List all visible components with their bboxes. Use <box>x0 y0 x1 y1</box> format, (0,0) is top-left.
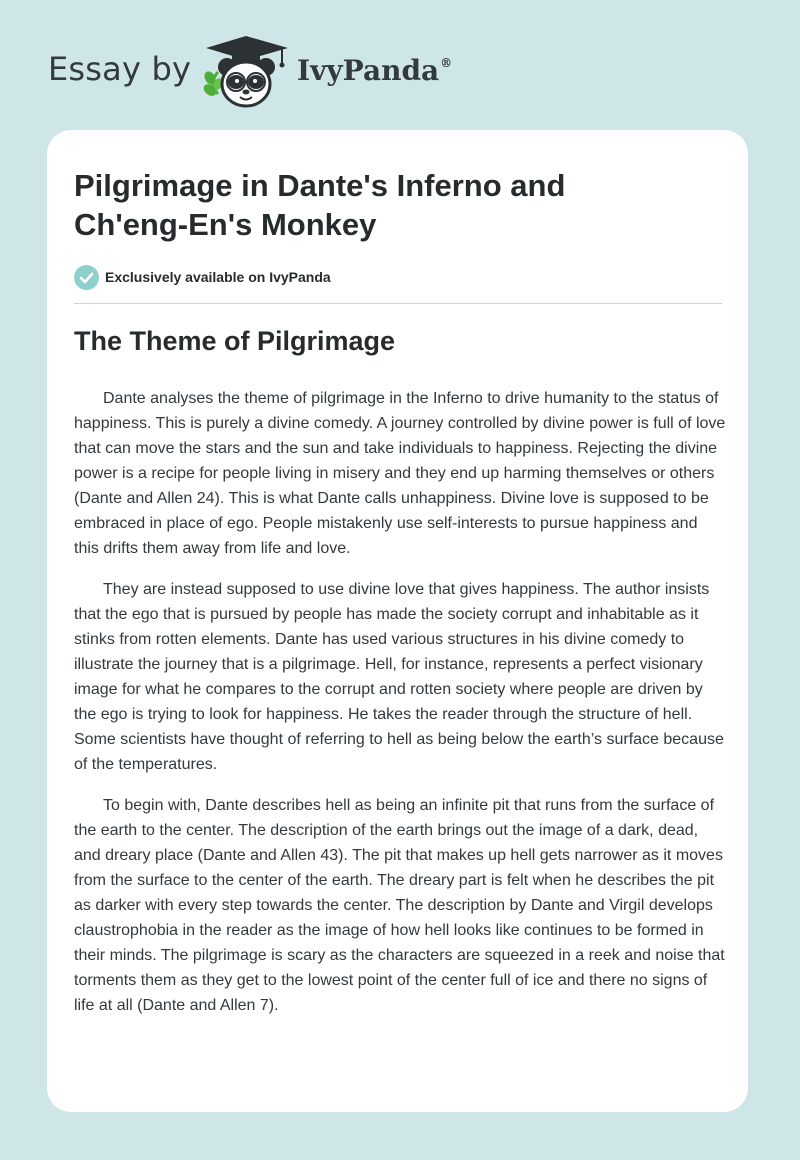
paragraph: Dante analyses the theme of pilgrimage in the Inferno to drive humanity to the status of happiness. This is purely a divine comedy. A journey controlled by divine power is full of love that can move the stars and the sun and take individuals to happiness. Rejecting the divine power is a recipe for people living in misery and they end up harming themselves or others (Dante and Allen 24). This is what Dante calls unhappiness. Divine love is supposed to be embraced in place of ego. People mistakenly use self-interests to pursue happiness and this drifts them away from life and love. <box>74 390 726 557</box>
exclusive-badge <box>74 264 331 290</box>
article-body <box>74 386 726 1034</box>
divider <box>74 303 722 304</box>
paragraph: To begin with, Dante describes hell as being an infinite pit that runs from the surface of the earth to the center. The description of the earth brings out the image of a dark, dead, and dreary place (Dante and Allen 43). The pit that makes up hell gets narrower as it moves from the surface to the center of the earth. The dreary part is felt when he describes the pit as darker with every step towards the center. The description by Dante and Virgil develops claustrophobia in the reader as the image of how hell looks like continues to be formed in their minds. The pilgrimage is scary as the characters are squeezed in a reek and noise that torments them as they get to the lowest point of the center full of ice and there no signs of life at all (Dante and Allen 7). <box>74 797 725 1014</box>
paragraph: They are instead supposed to use divine love that gives happiness. The author insists that the ego that is pursued by people has made the society corrupt and inhabitable as it stinks from rotten elements. Dante has used various structures in his divine comedy to illustrate the journey that is a pilgrimage. Hell, for instance, represents a perfect visionary image for what he compares to the corrupt and rotten society where people are driven by the ego is trying to look for happiness. He takes the reader through the structure of hell. Some scientists have thought of referring to hell as being below the earth’s surface because of the temperatures. <box>74 581 724 773</box>
badge-text: Exclusively available on IvyPanda <box>105 269 331 285</box>
site-header <box>0 0 800 130</box>
article-title: Pilgrimage in Dante's Inferno and Ch'eng-En's Monkey <box>74 168 566 242</box>
check-circle-icon <box>74 265 99 290</box>
brand-prefix: Essay by <box>48 50 192 88</box>
section-heading: The Theme of Pilgrimage <box>74 326 396 356</box>
panda-graduate-icon[interactable] <box>196 34 296 110</box>
brand-name[interactable]: IvyPanda® <box>297 54 453 87</box>
registered-mark: ® <box>440 56 453 70</box>
leaf-icon <box>201 69 223 98</box>
article-card <box>47 130 748 1112</box>
